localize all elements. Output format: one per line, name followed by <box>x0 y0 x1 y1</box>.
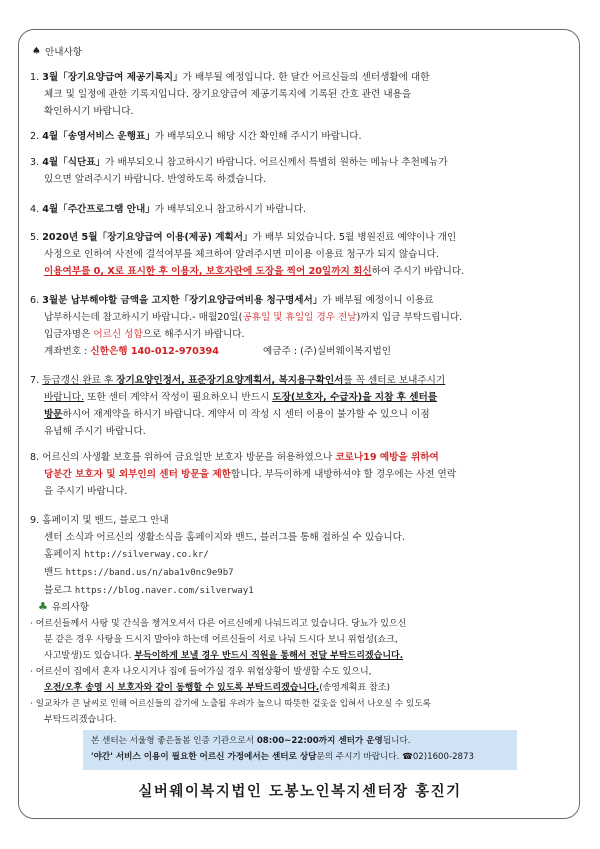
item-text: 가 배부될 예정이니 이용료 <box>322 295 434 306</box>
item-title: 3월「장기요양급여 제공기록지」 <box>42 72 183 83</box>
caution-heading <box>38 599 89 613</box>
band-label: 밴드 <box>44 567 66 578</box>
item-text: 유념해 주시기 바랍니다. <box>44 426 146 437</box>
item-number: 3. <box>30 157 40 168</box>
item-number: 5. <box>30 232 40 243</box>
caution-text: 일교차가 큰 날씨로 인해 어르신들의 감기에 노출될 우려가 높으니 따뜻한 겉옷을 입혀서 나오실 수 있도록 <box>35 699 431 709</box>
caution-heading-text: 유의사항 <box>51 602 89 613</box>
item-number: 9. <box>30 515 40 526</box>
item-title: 도장(보호자, 수급자)을 지참 후 센터를 <box>272 392 438 403</box>
item-number: 6. <box>30 295 40 306</box>
item-text: 사정으로 인하여 사전에 결석여부를 체크하여 알려주시면 미이용 이용료 청구가 되지 않습니다. <box>44 249 439 260</box>
signature-line: 실버웨이복지법인 도봉노인복지센터장 홍진기 <box>138 784 462 800</box>
phone-icon: ☎ <box>402 752 413 762</box>
homepage-label: 홈페이지 <box>44 549 85 560</box>
caution-list <box>30 616 564 728</box>
item-title: 3월분 납부해야할 금액을 고지한「장기요양급여비용 청구명세서」 <box>42 295 323 306</box>
caution-text: 분 같은 경우 사탕을 드시지 말아야 하는데 어르신들이 서로 나눠 드시다 보니 위험성(쇼크, <box>44 635 398 645</box>
item-text: 바랍니다. <box>44 392 85 403</box>
item-text: 가 배부되오니 참고하시기 바랍니다. <box>154 204 307 215</box>
holder-label: 예금주 : <box>263 346 301 357</box>
item-title: 2020년 5월「장기요양급여 이용(제공) 계획서」 <box>42 232 253 243</box>
item-text: 또한 센터 계약서 작성이 필요하오니 반드시 <box>84 392 273 403</box>
item-text: 센터 소식과 어르신의 생활소식을 홈페이지와 밴드, 블러그를 통해 접하실 수 있습니다. <box>44 532 405 543</box>
notice-heading-text: 안내사항 <box>44 47 83 58</box>
notice-item-7 <box>30 372 564 440</box>
item-title: 4월「식단표」 <box>42 157 106 168</box>
item-title: 방문 <box>44 409 63 420</box>
item-text: 하여 주시기 바랍니다. <box>371 266 465 277</box>
item-text: 확인하시기 바랍니다. <box>44 106 134 117</box>
phone-number: 02)1600-2873 <box>412 752 474 762</box>
item-text: 입금자명은 <box>44 329 94 340</box>
item-title: 장기요양인정서, 표준장기요양계획서, 복지용구확인서 <box>116 375 344 386</box>
item-number: 4. <box>30 204 40 215</box>
item-highlight: 공휴일 및 휴일일 경우 전날 <box>242 312 357 323</box>
item-text: 합니다. 부득이하게 내방하셔야 할 경우에는 사전 연락 <box>230 469 457 480</box>
operating-hours-box <box>83 730 517 770</box>
item-title: 4월「송영서비스 운행표」 <box>42 131 155 142</box>
item-text: 가 배부될 예정입니다. 한 달간 어르신들의 센터생활에 대한 <box>182 72 430 83</box>
notice-item-6 <box>30 292 564 360</box>
item-highlight: 어르신 성함 <box>93 329 143 340</box>
account-holder: (주)실버웨이복지법인 <box>300 346 392 357</box>
item-text: 하시어 재계약을 하시기 바랍니다. 계약서 미 작성 시 센터 이용이 불가할 수 있으니 이점 <box>62 409 430 420</box>
item-text: 가 배부되오니 해당 시간 확인해 주시기 바랍니다. <box>154 131 362 142</box>
notice-item-2 <box>30 128 564 145</box>
item-highlight: 코로나19 예방을 위하여 <box>335 452 439 463</box>
caution-text: 어르신들께서 사탕 및 간식을 챙겨오셔서 다른 어르신에게 나눠드리고 있습니다. 당뇨가 있으신 <box>35 619 407 629</box>
notice-item-9 <box>30 512 564 600</box>
item-text: 등급갱신 완료 후 <box>42 375 117 386</box>
caution-text: (송영계획표 참조) <box>319 683 390 693</box>
account-label: 계좌번호 : <box>44 346 91 357</box>
item-text: 으로 해주시기 바랍니다. <box>142 329 245 340</box>
blog-label: 블로그 <box>44 585 75 596</box>
item-text: 체크 및 일정에 관한 기록지입니다. 장기요양급여 제공기록지에 기록된 간호 관련 내용을 <box>44 89 412 100</box>
item-text: 어르신의 사생활 보호를 위하여 금요일만 보호자 방문을 허용하였으나 <box>42 452 336 463</box>
homepage-link[interactable]: http://silverway.co.kr/ <box>84 550 209 560</box>
notice-item-5 <box>30 229 564 280</box>
item-text: 을 주시기 바랍니다. <box>44 486 128 497</box>
item-text: )까지 입금 부탁드립니다. <box>356 312 463 323</box>
infobox-emphasis: '야간' 서비스 이용이 필요한 어르신 가정에서는 센터로 상담 <box>91 752 317 762</box>
item-text: 가 배부 되었습니다. 5월 병원진료 예약이나 개인 <box>252 232 457 243</box>
item-number: 8. <box>30 452 40 463</box>
caution-line <box>30 712 564 728</box>
item-number: 7. <box>30 375 40 386</box>
caution-emphasis: 오전/오후 송영 시 보호자와 같이 동행할 수 있도록 부탁드리겠습니다. <box>44 683 320 693</box>
item-text: 가 배부되오니 참고하시기 바랍니다. 어르신께서 특별히 원하는 메뉴나 추천메뉴가 <box>105 157 448 168</box>
infobox-text: 됩니다. <box>382 736 411 746</box>
caution-line <box>30 632 564 648</box>
notice-item-3 <box>30 154 564 188</box>
blog-link[interactable]: https://blog.naver.com/silverway1 <box>74 586 254 596</box>
notice-item-4 <box>30 201 564 218</box>
item-text: 를 꼭 센터로 보내주시기 <box>343 375 446 386</box>
caution-text: 부탁드리겠습니다. <box>44 715 117 725</box>
infobox-text: 본 센터는 서울형 좋은돌봄 인증 기관으로서 <box>91 736 257 746</box>
notice-item-1 <box>30 69 564 120</box>
caution-item: · 일교차가 큰 날씨로 인해 어르신들의 감기에 노출될 우려가 높으니 따뜻한 겉옷을 입혀서 나오실 수 있도록 <box>30 699 431 709</box>
caution-text: 어르신이 집에서 혼자 나오시거나 집에 들어가실 경우 위험상황이 발생할 수도 있으니, <box>35 667 372 677</box>
account-number: 신한은행 140-012-970394 <box>90 346 219 357</box>
infobox-emphasis: 08:00~22:00까지 센터가 운영 <box>256 736 383 746</box>
caution-line <box>30 680 564 696</box>
notice-heading <box>32 44 82 58</box>
band-link[interactable]: https://band.us/n/aba1v0nc9e9b7 <box>65 568 234 578</box>
item-number: 1. <box>30 72 40 83</box>
caution-line <box>30 648 564 664</box>
item-title: 4월「주간프로그램 안내」 <box>42 204 155 215</box>
caution-item: · 어르신들께서 사탕 및 간식을 챙겨오셔서 다른 어르신에게 나눠드리고 있습니다. 당뇨가 있으신 <box>30 619 407 629</box>
item-highlight: 이용여부를 0, X로 표시한 후 이용자, 보호자란에 도장을 찍어 20일까지 회신 <box>44 266 372 277</box>
spade-icon: ♠ <box>32 45 41 57</box>
notice-item-8 <box>30 449 564 500</box>
caution-item: · 어르신이 집에서 혼자 나오시거나 집에 들어가실 경우 위험상황이 발생할 수도 있으니, <box>30 667 372 677</box>
club-icon: ♣ <box>38 599 48 613</box>
item-title: 홈페이지 및 밴드, 블로그 안내 <box>42 515 169 526</box>
item-highlight: 당분간 보호자 및 외부인의 센터 방문을 제한 <box>44 469 231 480</box>
caution-text: 사고발생)도 있습니다. <box>44 651 135 661</box>
item-text: 납부하시는데 참고하시기 바랍니다.- 매월20일( <box>44 312 243 323</box>
infobox-text: 문의 주시기 바랍니다. <box>316 752 403 762</box>
caution-emphasis: 부득이하게 보낼 경우 반드시 직원을 통해서 전달 부탁드리겠습니다. <box>134 651 404 661</box>
item-number: 2. <box>30 131 40 142</box>
item-text: 있으면 알려주시기 바랍니다. 반영하도록 하겠습니다. <box>44 174 267 185</box>
